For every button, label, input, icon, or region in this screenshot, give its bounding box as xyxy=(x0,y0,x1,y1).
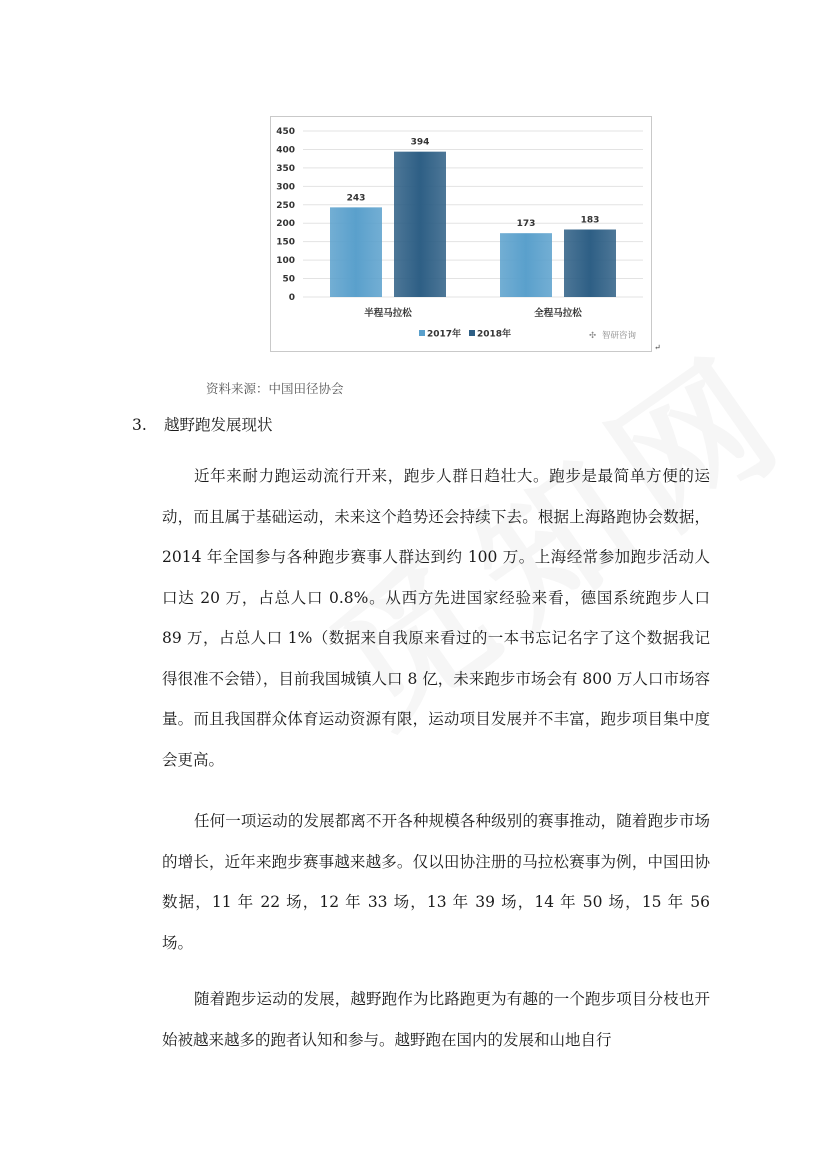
y-tick-label: 50 xyxy=(282,274,295,285)
paragraph-1: 近年来耐力跑运动流行开来，跑步人群日趋壮大。跑步是最简单方便的运动，而且属于基础运动，未来这个趋势还会持续下去。根据上海路跑协会数据，2014 年全国参与各种跑步赛事人群达到约 100 万。上海经常参加跑步活动人口达 20 万，占总人口 0.8%。从西方先进国家经验来看，德国系统跑步人口 89 万，占总人口 1%（数据来自我原来看过的一本书忘记名字了这个数据我记得很准不会错），目前我国城镇人口 8 亿，未来跑步市场会有 800 万人口市场容量。而且我国群众体育运动资源有限，运动项目发展并不丰富，跑步项目集中度会更高。 xyxy=(162,467,710,769)
y-tick-label: 200 xyxy=(276,219,295,230)
x-category-label: 全程马拉松 xyxy=(534,308,582,319)
y-tick-label: 250 xyxy=(276,200,295,211)
section-heading xyxy=(132,413,273,435)
bar xyxy=(564,229,616,297)
section-title: 越野跑发展现状 xyxy=(164,416,273,434)
paragraph-3: 随着跑步运动的发展，越野跑作为比路跑更为有趣的一个跑步项目分枝也开始被越来越多的跑者认知和参与。越野跑在国内的发展和山地自行 xyxy=(162,990,710,1049)
y-tick-label: 400 xyxy=(276,145,295,156)
logo-mark-icon: ✣ xyxy=(589,331,597,341)
logo-text: 智研咨询 xyxy=(602,331,637,341)
bar-chart-svg xyxy=(271,117,653,353)
legend-label: 2018年 xyxy=(477,329,512,340)
legend-label: 2017年 xyxy=(427,329,462,340)
bar xyxy=(500,233,552,297)
x-category-label: 半程马拉松 xyxy=(364,308,412,319)
data-label: 173 xyxy=(516,219,536,230)
paragraph-2: 任何一项运动的发展都离不开各种规模各种级别的赛事推动，随着跑步市场的增长，近年来跑步赛事越来越多。仅以田协注册的马拉松赛事为例，中国田协数据，11 年 22 场，12 年 33 场，13 年 39 场，14 年 50 场，15 年 56 场。 xyxy=(162,812,710,952)
y-tick-label: 450 xyxy=(276,127,295,137)
y-tick-label: 0 xyxy=(288,293,295,303)
y-tick-label: 300 xyxy=(276,182,295,193)
bar xyxy=(394,152,446,297)
legend-swatch xyxy=(419,330,425,336)
bar xyxy=(330,207,382,297)
legend-swatch xyxy=(469,330,475,336)
y-tick-label: 350 xyxy=(276,163,295,174)
paragraph-mark: ↵ xyxy=(654,343,661,352)
section-number: 3. xyxy=(132,416,147,434)
data-label: 243 xyxy=(346,193,366,204)
chart-source-caption: 资料来源：中国田径协会 xyxy=(206,381,344,396)
data-label: 183 xyxy=(580,215,600,226)
y-tick-label: 100 xyxy=(276,256,295,267)
y-tick-label: 150 xyxy=(276,237,295,248)
bar-chart xyxy=(270,116,652,352)
data-label: 394 xyxy=(410,137,430,148)
